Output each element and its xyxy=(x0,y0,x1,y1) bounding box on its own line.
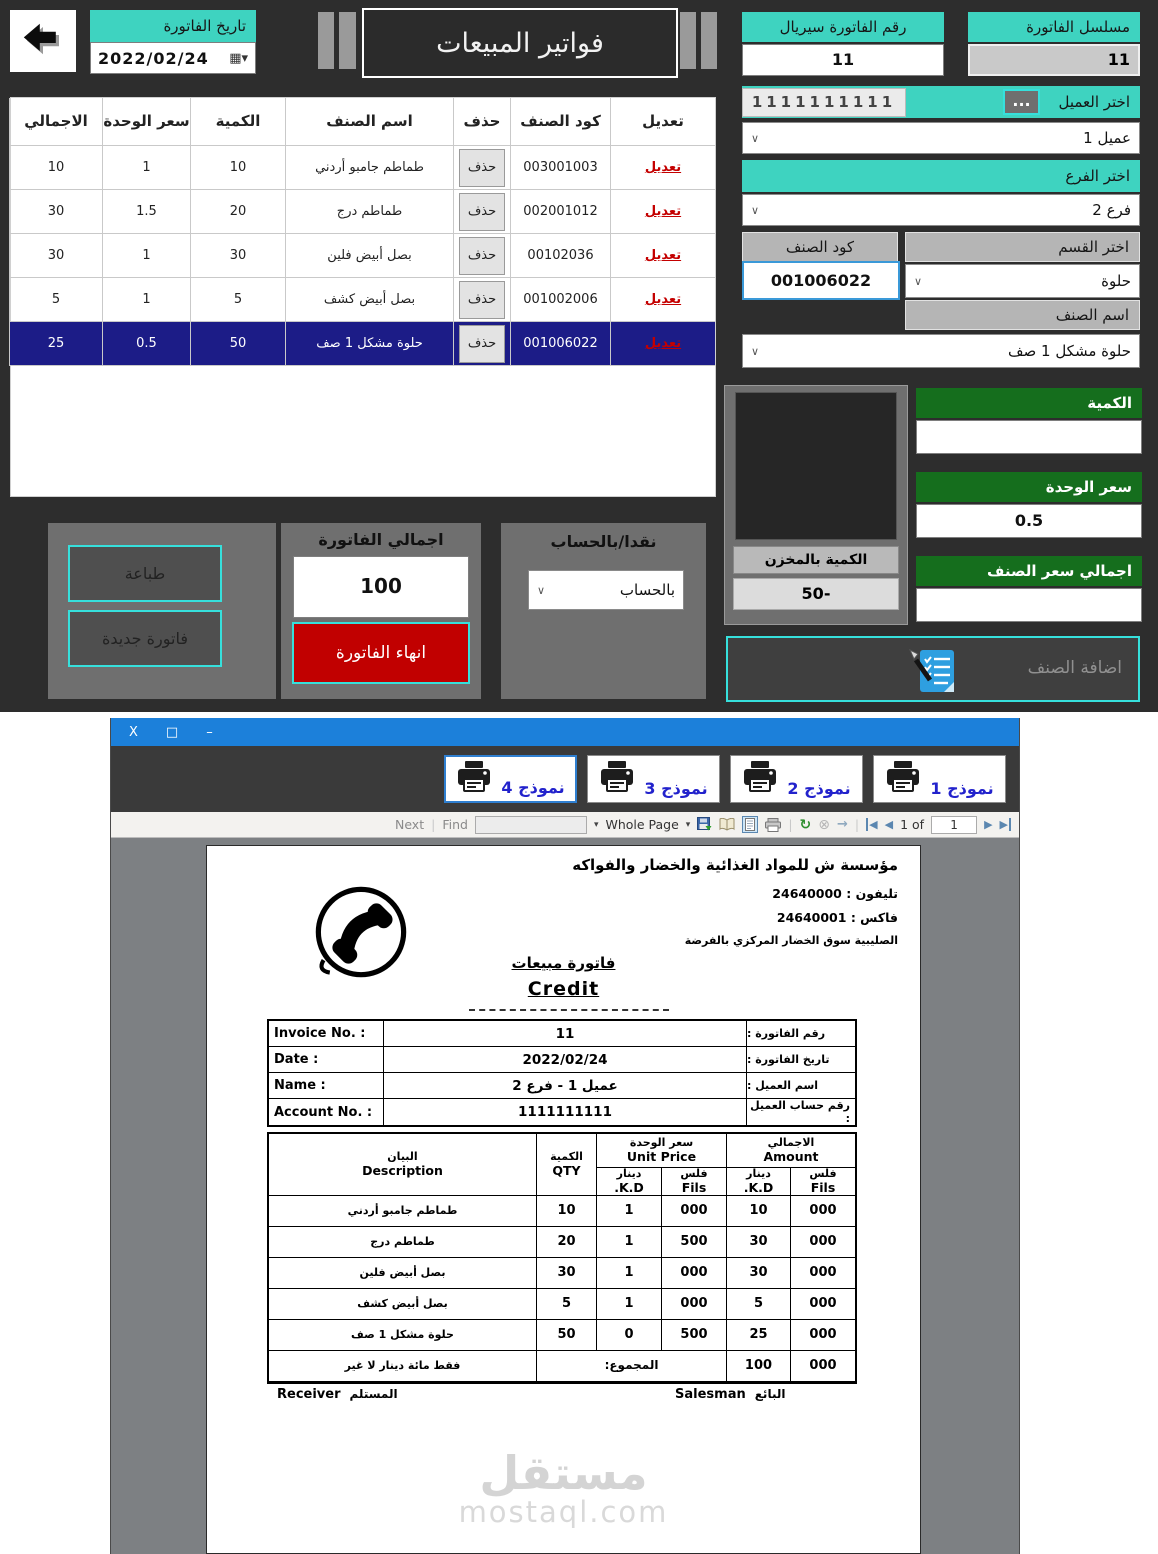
total-in-words: فقط مائة دينار لا غير xyxy=(269,1351,537,1382)
report-items-table xyxy=(267,1132,857,1384)
table-cell-price: 1 xyxy=(102,146,190,190)
table-cell-price: 1.5 xyxy=(102,190,190,234)
table-cell-delete xyxy=(453,234,510,278)
item-qty: 20 xyxy=(537,1227,597,1258)
divider xyxy=(469,1009,669,1011)
calendar-icon[interactable] xyxy=(229,51,248,66)
decor-bar xyxy=(701,12,717,69)
info-label-en: Account No. : xyxy=(269,1099,384,1125)
table-cell-qty: 5 xyxy=(190,278,285,322)
decor-bar xyxy=(680,12,696,69)
item-kd: 1 xyxy=(597,1227,662,1258)
table-cell-qty: 20 xyxy=(190,190,285,234)
item-fils: 000 xyxy=(662,1196,727,1227)
payment-type-label: نقدا/بالحساب xyxy=(550,532,657,551)
table-cell-price: 1 xyxy=(102,234,190,278)
item-amount-fils: 000 xyxy=(791,1258,855,1289)
chevron-down-icon xyxy=(751,132,759,145)
stock-quantity-label: الكمية بالمخزن xyxy=(733,546,899,574)
item-amount-kd: 30 xyxy=(727,1227,791,1258)
table-cell-edit xyxy=(610,234,715,278)
report-title-arabic: فاتورة مبيعات xyxy=(511,954,616,972)
edit-link[interactable]: تعديل xyxy=(644,248,682,263)
quantity-field[interactable] xyxy=(916,420,1142,454)
table-cell-edit xyxy=(610,190,715,234)
item-amount-kd: 25 xyxy=(727,1320,791,1351)
table-cell-price: 0.5 xyxy=(102,322,190,366)
item-amount-kd: 5 xyxy=(727,1289,791,1320)
item-fils: 500 xyxy=(662,1227,727,1258)
table-cell-qty: 10 xyxy=(190,146,285,190)
model-3-button[interactable]: نموذج 3 xyxy=(587,755,720,803)
goto-page-icon[interactable]: → xyxy=(837,817,848,832)
chevron-down-icon[interactable] xyxy=(686,820,691,830)
add-item-button[interactable]: اضافة الصنف xyxy=(726,636,1140,702)
branch-select[interactable]: ∨ فرع 2 xyxy=(742,194,1140,226)
chevron-down-icon xyxy=(751,204,759,217)
printer-icon xyxy=(885,761,921,797)
refresh-icon[interactable]: ↻ xyxy=(799,816,812,833)
invoice-date-value: 2022/02/24 xyxy=(98,48,209,68)
item-qty: 5 xyxy=(537,1289,597,1320)
invoice-date-field[interactable] xyxy=(90,42,256,74)
model-2-button[interactable]: نموذج 2 xyxy=(730,755,863,803)
report-page xyxy=(206,845,921,1554)
company-fax: فاكس : 24640001 xyxy=(776,910,898,925)
invoice-serial-value: 11 xyxy=(968,44,1140,76)
invoice-number-field[interactable]: 11 xyxy=(742,44,944,76)
page-number-input[interactable]: 1 xyxy=(931,816,977,834)
item-description: حلوة مشكل 1 صف xyxy=(269,1320,537,1351)
table-cell-name: طماطم جامبو أردني xyxy=(285,146,453,190)
table-cell-qty: 50 xyxy=(190,322,285,366)
chevron-down-icon xyxy=(751,345,759,358)
print-layout-icon[interactable] xyxy=(742,816,758,833)
item-description: طماطم درج xyxy=(269,1227,537,1258)
delete-button[interactable]: حذف xyxy=(459,237,505,275)
table-cell-total: 10 xyxy=(9,146,102,190)
cancel-icon[interactable]: ⊗ xyxy=(818,816,831,833)
table-cell-code: 00102036 xyxy=(510,234,610,278)
print-preview-window xyxy=(110,718,1020,1554)
item-amount-fils: 000 xyxy=(791,1227,855,1258)
item-kd: 0 xyxy=(597,1320,662,1351)
item-name-label: اسم الصنف xyxy=(905,300,1140,330)
table-cell-code: 003001003 xyxy=(510,146,610,190)
finish-invoice-button[interactable]: انهاء الفاتورة xyxy=(292,622,470,684)
table-cell-edit xyxy=(610,146,715,190)
chevron-down-icon xyxy=(537,584,545,597)
back-arrow-icon xyxy=(19,17,67,65)
col-header-code: كود الصنف xyxy=(510,98,610,146)
col-header-total: الاجمالي xyxy=(9,98,102,146)
customer-browse-button[interactable]: ... xyxy=(1003,89,1040,115)
customer-account-field: 1111111111 xyxy=(742,88,906,117)
page-of-label: 1 of xyxy=(900,817,925,832)
table-cell-code: 001006022 xyxy=(510,322,610,366)
watermark-arabic: مستقل xyxy=(479,1446,648,1500)
toolbar-separator: | xyxy=(431,817,436,832)
item-description: بصل أبيض فلين xyxy=(269,1258,537,1289)
company-address: الصليبية سوق الخضار المركزي بالفرضة xyxy=(684,934,898,947)
note-pen-icon xyxy=(908,646,958,700)
item-fils: 000 xyxy=(662,1289,727,1320)
payment-type-select[interactable]: ∨ بالحساب xyxy=(528,570,684,610)
table-cell-qty: 30 xyxy=(190,234,285,278)
item-code-field[interactable]: 001006022 xyxy=(742,261,900,300)
info-label-ar: اسم العميل : xyxy=(747,1073,855,1099)
chevron-down-icon xyxy=(914,275,922,288)
item-amount-fils: 000 xyxy=(791,1196,855,1227)
col-header-price: سعر الوحدة xyxy=(102,98,190,146)
item-total-field[interactable] xyxy=(916,588,1142,622)
table-cell-name: بصل أبيض فلين xyxy=(285,234,453,278)
invoice-info-table xyxy=(267,1019,857,1127)
invoice-total-field: 100 xyxy=(293,556,469,618)
item-name-select[interactable]: ∨ حلوة مشكل 1 صف xyxy=(742,334,1140,368)
choose-customer-label: اختر العميل xyxy=(742,86,1140,118)
choose-branch-label: اختر الفرع xyxy=(742,160,1140,192)
item-kd: 1 xyxy=(597,1289,662,1320)
item-description: بصل أبيض كشف xyxy=(269,1289,537,1320)
window-titlebar[interactable] xyxy=(111,718,1019,746)
toolbar-separator: | xyxy=(854,817,860,832)
new-invoice-button[interactable]: فاتورة جديدة xyxy=(68,610,222,667)
table-cell-delete xyxy=(453,278,510,322)
item-description: طماطم جامبو أردني xyxy=(269,1196,537,1227)
stock-quantity-value: -50 xyxy=(733,578,899,610)
col-header-unit-price: سعر الوحدة Unit Price xyxy=(597,1134,727,1168)
table-cell-code: 001002006 xyxy=(510,278,610,322)
info-label-ar: رقم الفاتورة : xyxy=(747,1021,855,1047)
table-cell-edit xyxy=(610,322,715,366)
col-header-qty: الكمية xyxy=(190,98,285,146)
choose-section-label: اختر القسم xyxy=(905,232,1140,262)
table-cell-price: 1 xyxy=(102,278,190,322)
col-header-amount: الاجمالي Amount xyxy=(727,1134,855,1168)
info-label-en: Date : xyxy=(269,1047,384,1073)
window-close-button[interactable]: X xyxy=(129,724,138,740)
printer-icon xyxy=(456,761,492,797)
item-amount-fils: 000 xyxy=(791,1320,855,1351)
subcol-fils: فلس Fils xyxy=(791,1168,855,1196)
table-cell-total: 30 xyxy=(9,234,102,278)
table-cell-name: بصل أبيض كشف xyxy=(285,278,453,322)
table-cell-total: 25 xyxy=(9,322,102,366)
edit-link[interactable]: تعديل xyxy=(644,160,682,175)
find-button[interactable]: Find xyxy=(442,817,468,832)
info-value: 2022/02/24 xyxy=(384,1047,747,1073)
col-header-edit: تعديل xyxy=(610,98,715,146)
window-minimize-button[interactable]: – xyxy=(206,724,213,740)
zoom-select[interactable]: Whole Page xyxy=(605,817,679,832)
col-header-qty: الكمية QTY xyxy=(537,1134,597,1196)
prev-page-icon[interactable]: ◀ xyxy=(884,818,894,831)
item-fils: 500 xyxy=(662,1320,727,1351)
model-1-button[interactable]: نموذج 1 xyxy=(873,755,1006,803)
printer-icon xyxy=(742,761,778,797)
company-phone: تليفون : 24640000 xyxy=(772,886,898,901)
company-name: مؤسسة ش للمواد الغذائية والخضار والفواكه xyxy=(572,856,898,874)
info-value: 11 xyxy=(384,1021,747,1047)
invoice-total-label: اجمالي الفاتورة xyxy=(318,530,444,549)
col-header-name: اسم الصنف xyxy=(285,98,453,146)
receiver-signature: Receiver المستلم xyxy=(277,1387,398,1402)
last-page-icon[interactable]: ▶ xyxy=(1000,818,1011,831)
report-toolbar xyxy=(111,812,1019,838)
info-label-ar: رقم حساب العميل : xyxy=(750,1099,850,1125)
customer-select[interactable]: ∨ عميل 1 xyxy=(742,122,1140,154)
item-amount-fils: 000 xyxy=(791,1289,855,1320)
model-4-button[interactable]: نموذج 4 xyxy=(444,755,577,803)
decor-bar xyxy=(339,12,356,69)
edit-link[interactable]: تعديل xyxy=(644,336,682,351)
table-cell-total: 30 xyxy=(9,190,102,234)
delete-button[interactable]: حذف xyxy=(459,325,505,363)
sales-form xyxy=(0,0,1158,712)
unit-price-field[interactable]: 0.5 xyxy=(916,504,1142,538)
info-label-ar: تاريخ الفاتورة : xyxy=(747,1047,855,1073)
next-page-icon[interactable]: ▶ xyxy=(984,818,993,831)
item-total-label: اجمالي سعر الصنف xyxy=(916,556,1142,586)
find-input[interactable] xyxy=(475,816,587,834)
item-amount-kd: 30 xyxy=(727,1258,791,1289)
back-button[interactable] xyxy=(10,10,76,72)
item-kd: 1 xyxy=(597,1258,662,1289)
table-cell-total: 5 xyxy=(9,278,102,322)
report-title-english: Credit xyxy=(527,978,600,1000)
edit-link[interactable]: تعديل xyxy=(644,204,682,219)
info-label-en: Invoice No. : xyxy=(269,1021,384,1047)
item-image-box xyxy=(735,392,897,540)
watermark xyxy=(207,1446,920,1529)
item-fils: 000 xyxy=(662,1258,727,1289)
total-label: المجموع: xyxy=(537,1351,727,1382)
next-result-button[interactable]: Next xyxy=(394,817,425,832)
delete-button[interactable]: حذف xyxy=(459,193,505,231)
table-cell-edit xyxy=(610,278,715,322)
table-cell-name: طماطم درج xyxy=(285,190,453,234)
info-value: 1111111111 xyxy=(384,1099,747,1125)
subcol-fils: فلس Fils xyxy=(662,1168,727,1196)
report-model-bar xyxy=(111,746,1019,812)
unit-price-label: سعر الوحدة xyxy=(916,472,1142,502)
page-title: فواتير المبيعات xyxy=(362,8,678,78)
quantity-label: الكمية xyxy=(916,388,1142,418)
delete-button[interactable]: حذف xyxy=(459,281,505,319)
item-code-label: كود الصنف xyxy=(742,232,898,262)
watermark-url: mostaql.com xyxy=(458,1495,669,1530)
col-header-description: البيان Description xyxy=(269,1134,537,1196)
item-kd: 1 xyxy=(597,1196,662,1227)
item-qty: 10 xyxy=(537,1196,597,1227)
salesman-signature: Salesman البائع xyxy=(675,1387,786,1402)
print-button[interactable]: طباعة xyxy=(68,545,222,602)
table-cell-delete xyxy=(453,322,510,366)
invoice-number-label: رقم الفاتورة سيريال xyxy=(742,12,944,42)
table-cell-name: حلوة مشكل 1 صف xyxy=(285,322,453,366)
invoice-date-label: تاريخ الفاتورة xyxy=(90,10,256,42)
first-page-icon[interactable]: ◀ xyxy=(866,818,877,831)
chevron-down-icon[interactable] xyxy=(594,820,599,830)
invoice-items-table xyxy=(10,97,716,497)
decor-bar xyxy=(318,12,334,69)
item-qty: 30 xyxy=(537,1258,597,1289)
item-qty: 50 xyxy=(537,1320,597,1351)
printer-icon xyxy=(599,761,635,797)
invoice-serial-label: مسلسل الفاتورة xyxy=(968,12,1140,42)
table-cell-code: 002001012 xyxy=(510,190,610,234)
print-icon[interactable] xyxy=(765,818,781,832)
export-icon[interactable] xyxy=(697,817,712,832)
toolbar-separator: | xyxy=(788,817,793,832)
col-header-delete: حذف xyxy=(453,98,510,146)
item-amount-kd: 10 xyxy=(727,1196,791,1227)
info-label-en: Name : xyxy=(269,1073,384,1099)
info-value: عميل 1 - فرع 2 xyxy=(384,1073,747,1099)
subcol-kd: دينار .K.D xyxy=(597,1168,662,1196)
total-kd: 100 xyxy=(727,1351,791,1382)
table-cell-delete xyxy=(453,146,510,190)
table-cell-delete xyxy=(453,190,510,234)
section-select[interactable]: ∨ حلوة xyxy=(905,264,1140,298)
total-fils: 000 xyxy=(791,1351,855,1382)
page-setup-icon[interactable] xyxy=(719,818,735,831)
delete-button[interactable]: حذف xyxy=(459,149,505,187)
edit-link[interactable]: تعديل xyxy=(644,292,682,307)
window-maximize-button[interactable]: □ xyxy=(165,724,179,740)
subcol-kd: دينار .K.D xyxy=(727,1168,791,1196)
